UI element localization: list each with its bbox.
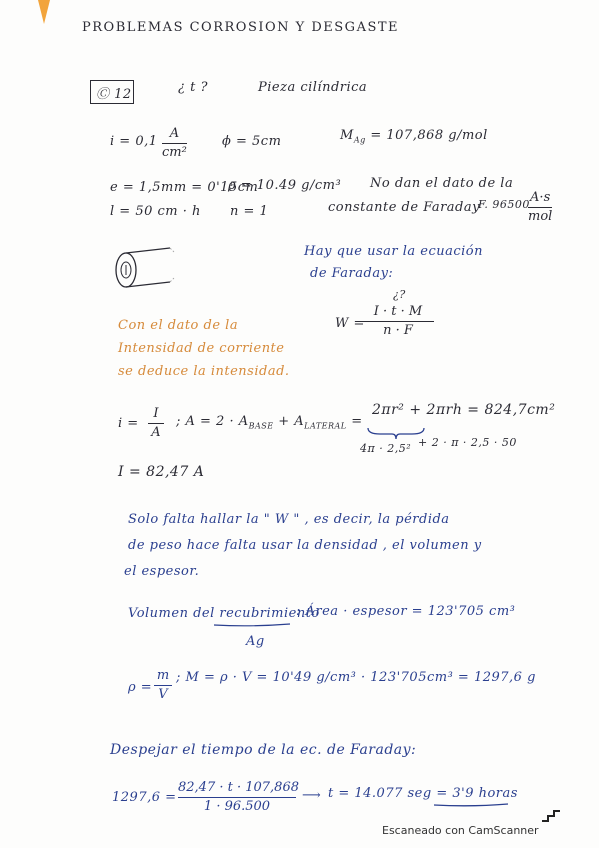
final-lhs: 1297,6 = xyxy=(112,790,177,805)
area-lateral-sub: LATERAL xyxy=(304,421,347,431)
area-plus: + A xyxy=(278,414,305,429)
current-eq-denominator: A xyxy=(151,425,161,440)
density-denominator: V xyxy=(158,687,168,702)
problem-piece: Pieza cilíndrica xyxy=(258,80,368,95)
faraday-units-denominator: mol xyxy=(528,209,553,224)
molar-mass-value: = 107,868 g/mol xyxy=(370,128,488,143)
fraction-bar xyxy=(154,685,172,686)
final-heading: Despejar el tiempo de la ec. de Faraday: xyxy=(110,742,417,758)
fraction-bar xyxy=(162,143,187,144)
area-expr-start: ; A = 2 · A xyxy=(176,414,249,429)
faraday-equation xyxy=(362,304,434,339)
page-corner-tab xyxy=(38,0,50,24)
problem-question: ¿ t ? xyxy=(178,80,208,95)
valence-value: n = 1 xyxy=(230,204,269,219)
final-arrow: ⟶ xyxy=(302,788,322,803)
area-substitution-1: 4π · 2,5² xyxy=(360,442,412,455)
area-substitution-2: + 2 · π · 2,5 · 50 xyxy=(418,436,517,449)
problem-number: Ⓒ 12 xyxy=(96,87,132,102)
underbrace xyxy=(366,426,426,440)
molar-mass-subscript: Ag xyxy=(353,135,366,145)
area-base-sub: BASE xyxy=(248,421,274,431)
thickness-value: e = 1,5mm = 0'15cm xyxy=(110,180,259,195)
final-denominator: 1 · 96.500 xyxy=(203,799,271,814)
length-value: l = 50 cm · h xyxy=(110,204,201,219)
density-label: ρ = xyxy=(128,680,153,695)
remaining-line-2: de peso hace falta usar la densidad , el volumen y xyxy=(128,538,482,553)
area-eq: = xyxy=(351,414,363,429)
mass-expression: ; M = ρ · V = 10'49 g/cm³ · 123'705cm³ = 1297,6 g xyxy=(176,670,536,685)
molar-mass xyxy=(340,128,488,145)
scanner-watermark: Escaneado con CamScanner xyxy=(382,824,539,837)
current-eq-fraction xyxy=(148,406,164,441)
fraction-bar xyxy=(362,321,434,322)
current-density-label: i = 0,1 xyxy=(110,134,158,149)
fraction-bar xyxy=(528,207,552,208)
current-eq-label: i = xyxy=(118,416,139,431)
fraction-bar xyxy=(178,797,296,798)
current-note-line-2: Intensidad de corriente xyxy=(118,341,285,356)
page-title: PROBLEMAS CORROSION Y DESGASTE xyxy=(82,20,400,35)
faraday-intro-line-2: de Faraday: xyxy=(310,266,394,281)
volume-expression: : Área · espesor = 123'705 cm³ xyxy=(296,604,516,619)
faraday-denominator: n · F xyxy=(383,323,413,338)
unknown-marker: ¿? xyxy=(393,288,406,301)
volume-underline xyxy=(212,622,292,628)
faraday-intro-line-1: Hay que usar la ecuación xyxy=(304,244,484,259)
remaining-line-1: Solo falta hallar la " W " , es decir, la pérdida xyxy=(128,512,450,527)
result-underline xyxy=(432,802,512,808)
volume-label: Volumen del recubrimiento xyxy=(128,606,320,621)
faraday-w-label: W = xyxy=(335,316,365,331)
final-fraction xyxy=(178,780,299,815)
area-formula: 2πr² + 2πrh = 824,7cm² xyxy=(372,402,556,418)
cylinder-sketch xyxy=(108,246,188,292)
current-note-line-3: se deduce la intensidad. xyxy=(118,364,290,379)
camscanner-logo-icon xyxy=(540,807,562,823)
fraction-bar xyxy=(148,423,164,424)
volume-subscript: Ag xyxy=(246,634,265,649)
remaining-line-3: el espesor. xyxy=(124,564,200,579)
units-numerator: A xyxy=(169,126,180,141)
current-result: I = 82,47 A xyxy=(118,464,205,480)
diameter-value: ϕ = 5cm xyxy=(222,134,282,149)
molar-mass-symbol: M xyxy=(340,128,354,143)
faraday-constant-label: F. 96500 xyxy=(478,198,530,211)
faraday-constant-units xyxy=(528,190,552,225)
density-numerator: m xyxy=(156,668,170,683)
area-expression xyxy=(176,414,363,431)
note-line-2: constante de Faraday xyxy=(328,200,480,215)
density-fraction xyxy=(154,668,172,703)
faraday-numerator: I · t · M xyxy=(373,304,423,319)
final-numerator: 82,47 · t · 107,868 xyxy=(178,780,299,795)
units-denominator: cm² xyxy=(162,145,187,160)
density-value: ρ = 10.49 g/cm³ xyxy=(228,178,342,193)
current-eq-numerator: I xyxy=(153,406,159,421)
final-result: t = 14.077 seg = 3'9 horas xyxy=(328,786,518,801)
current-note-line-1: Con el dato de la xyxy=(118,318,239,333)
faraday-units-numerator: A·s xyxy=(530,190,551,205)
current-density-units xyxy=(162,126,187,161)
note-line-1: No dan el dato de la xyxy=(370,176,514,191)
